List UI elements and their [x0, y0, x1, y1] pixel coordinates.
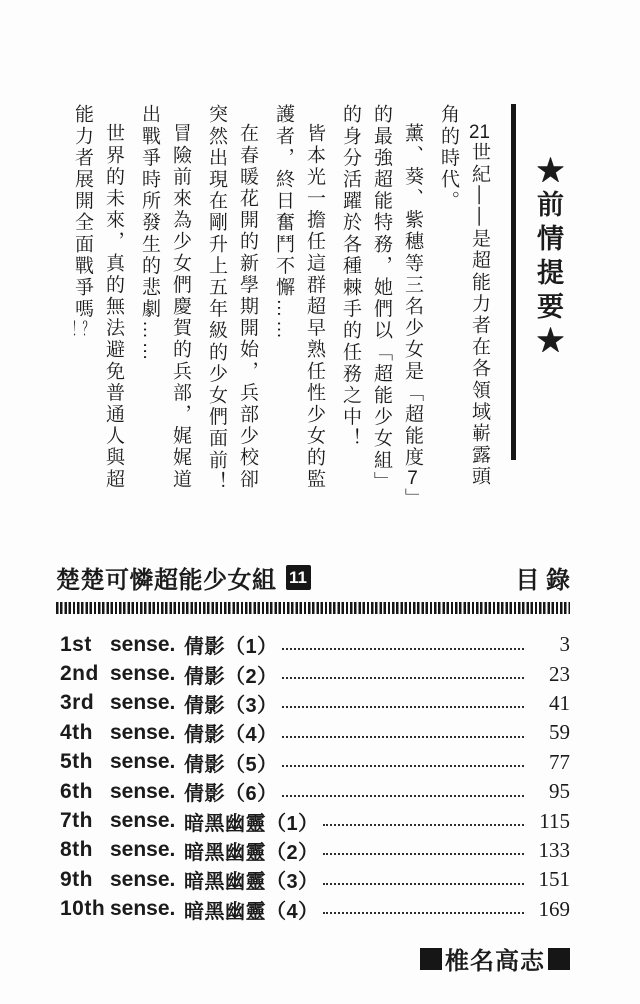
black-square-icon	[548, 948, 570, 970]
toc-entry-ordinal: 10th	[60, 897, 106, 921]
toc-entry	[56, 777, 570, 806]
toc-entry-leader-dots	[323, 824, 524, 826]
toc-entry-chapter: 倩影（5）	[184, 753, 278, 776]
toc-entry-page-number: 41	[549, 690, 570, 715]
recap-title: ★前情提要★	[533, 156, 563, 360]
toc-header	[56, 560, 570, 595]
recap-paragraph: 在春暖花開的新學期開始，兵部少校卻突然出現在剛升上五年級的少女們面前！	[206, 104, 258, 493]
toc-entry-chapter: 暗黑幽靈（3）	[184, 871, 319, 894]
toc-entry-chapter: 暗黑幽靈（1）	[184, 812, 319, 835]
author-credit	[420, 941, 570, 976]
toc-entry-page-number: 3	[559, 632, 570, 657]
toc-panel	[56, 560, 570, 924]
toc-entry-sense: sense.	[110, 750, 176, 774]
toc-entry-ordinal: 3rd	[60, 691, 95, 715]
toc-entry-sense: sense.	[110, 809, 176, 833]
recap-paragraph: 冒險前來為少女們慶賀的兵部，娓娓道出戰爭時所發生的悲劇……	[139, 104, 191, 491]
recap-paragraph: 21世紀——是超能力者在各領域嶄露頭角的時代。	[438, 104, 490, 488]
toc-entry-ordinal: 5th	[60, 750, 93, 774]
tate-chu-yoko-text: 21	[469, 123, 490, 142]
black-square-icon	[420, 948, 442, 970]
toc-entry	[56, 718, 570, 747]
toc-entry	[56, 806, 570, 835]
toc-entry-page-number: 169	[538, 896, 570, 921]
toc-entry-chapter: 倩影（1）	[184, 636, 278, 659]
toc-entry-ordinal: 8th	[60, 838, 93, 862]
toc-ruled-divider	[56, 602, 570, 614]
toc-entry-sense: sense.	[110, 838, 176, 862]
recap-paragraphs	[67, 104, 495, 502]
toc-entry-chapter: 暗黑幽靈（4）	[184, 900, 319, 923]
toc-entry-ordinal: 7th	[60, 809, 93, 833]
tate-chu-yoko-text: ！？	[72, 320, 93, 339]
toc-entry-ordinal: 1st	[60, 632, 92, 656]
toc-entry-ordinal: 2nd	[60, 662, 99, 686]
toc-entry-leader-dots	[323, 912, 524, 914]
toc-entry-sense: sense.	[110, 720, 176, 744]
toc-entry-leader-dots	[323, 853, 524, 855]
toc-entry-page-number: 151	[538, 867, 570, 892]
toc-entry	[56, 836, 570, 865]
toc-entry-ordinal: 9th	[60, 867, 93, 891]
toc-entry	[56, 895, 570, 924]
toc-entry-chapter: 倩影（6）	[184, 783, 278, 806]
toc-entry	[56, 748, 570, 777]
toc-entry-leader-dots	[282, 795, 524, 797]
recap-divider-line	[511, 104, 516, 460]
toc-entry-page-number: 59	[549, 720, 570, 745]
series-title: 楚楚可憐超能少女組	[56, 567, 277, 594]
recap-paragraph: 皆本光一擔任這群超早熟任性少女的監護者，終日奮鬥不懈……	[273, 104, 325, 491]
toc-entry-sense: sense.	[110, 662, 176, 686]
toc-entry-sense: sense.	[110, 779, 176, 803]
toc-entry-sense: sense.	[110, 897, 176, 921]
toc-entry-leader-dots	[282, 736, 524, 738]
toc-list	[56, 630, 570, 924]
toc-entry-leader-dots	[282, 706, 524, 708]
series-title-group	[56, 560, 311, 595]
toc-entry-sense: sense.	[110, 691, 176, 715]
toc-entry-sense: sense.	[110, 867, 176, 891]
toc-entry-chapter: 倩影（4）	[184, 724, 278, 747]
recap-paragraph: 世界的未來，真的無法避免普通人與超能力者展開全面戰爭嗎！？	[72, 104, 124, 491]
toc-entry-page-number: 115	[539, 808, 570, 833]
toc-entry	[56, 689, 570, 718]
toc-entry-ordinal: 6th	[60, 779, 93, 803]
toc-entry	[56, 865, 570, 894]
toc-entry-chapter: 暗黑幽靈（2）	[184, 841, 319, 864]
toc-entry-ordinal: 4th	[60, 720, 93, 744]
toc-entry-chapter: 倩影（3）	[184, 694, 278, 717]
toc-entry-chapter: 倩影（2）	[184, 665, 278, 688]
toc-entry	[56, 630, 570, 659]
recap-paragraph: 薰、葵、紫穗等三名少女是「超能度7」的最強超能特務，她們以「超能少女組」的身分活躍於各種棘手的任務之中！	[340, 104, 423, 500]
toc-entry-page-number: 23	[549, 661, 570, 686]
story-recap-panel	[67, 104, 570, 502]
tate-chu-yoko-text: 7	[407, 468, 418, 488]
toc-entry-page-number: 77	[549, 749, 570, 774]
toc-entry-leader-dots	[282, 765, 524, 767]
toc-section-label: 目 錄	[515, 567, 570, 594]
toc-entry-leader-dots	[282, 648, 524, 650]
author-name: 椎名高志	[445, 948, 545, 975]
toc-entry-leader-dots	[282, 677, 524, 679]
toc-entry	[56, 659, 570, 688]
toc-entry-leader-dots	[323, 883, 524, 885]
toc-entry-page-number: 133	[538, 837, 570, 862]
volume-number-badge: 11	[286, 565, 311, 590]
toc-entry-sense: sense.	[110, 632, 176, 656]
toc-entry-page-number: 95	[549, 779, 570, 804]
